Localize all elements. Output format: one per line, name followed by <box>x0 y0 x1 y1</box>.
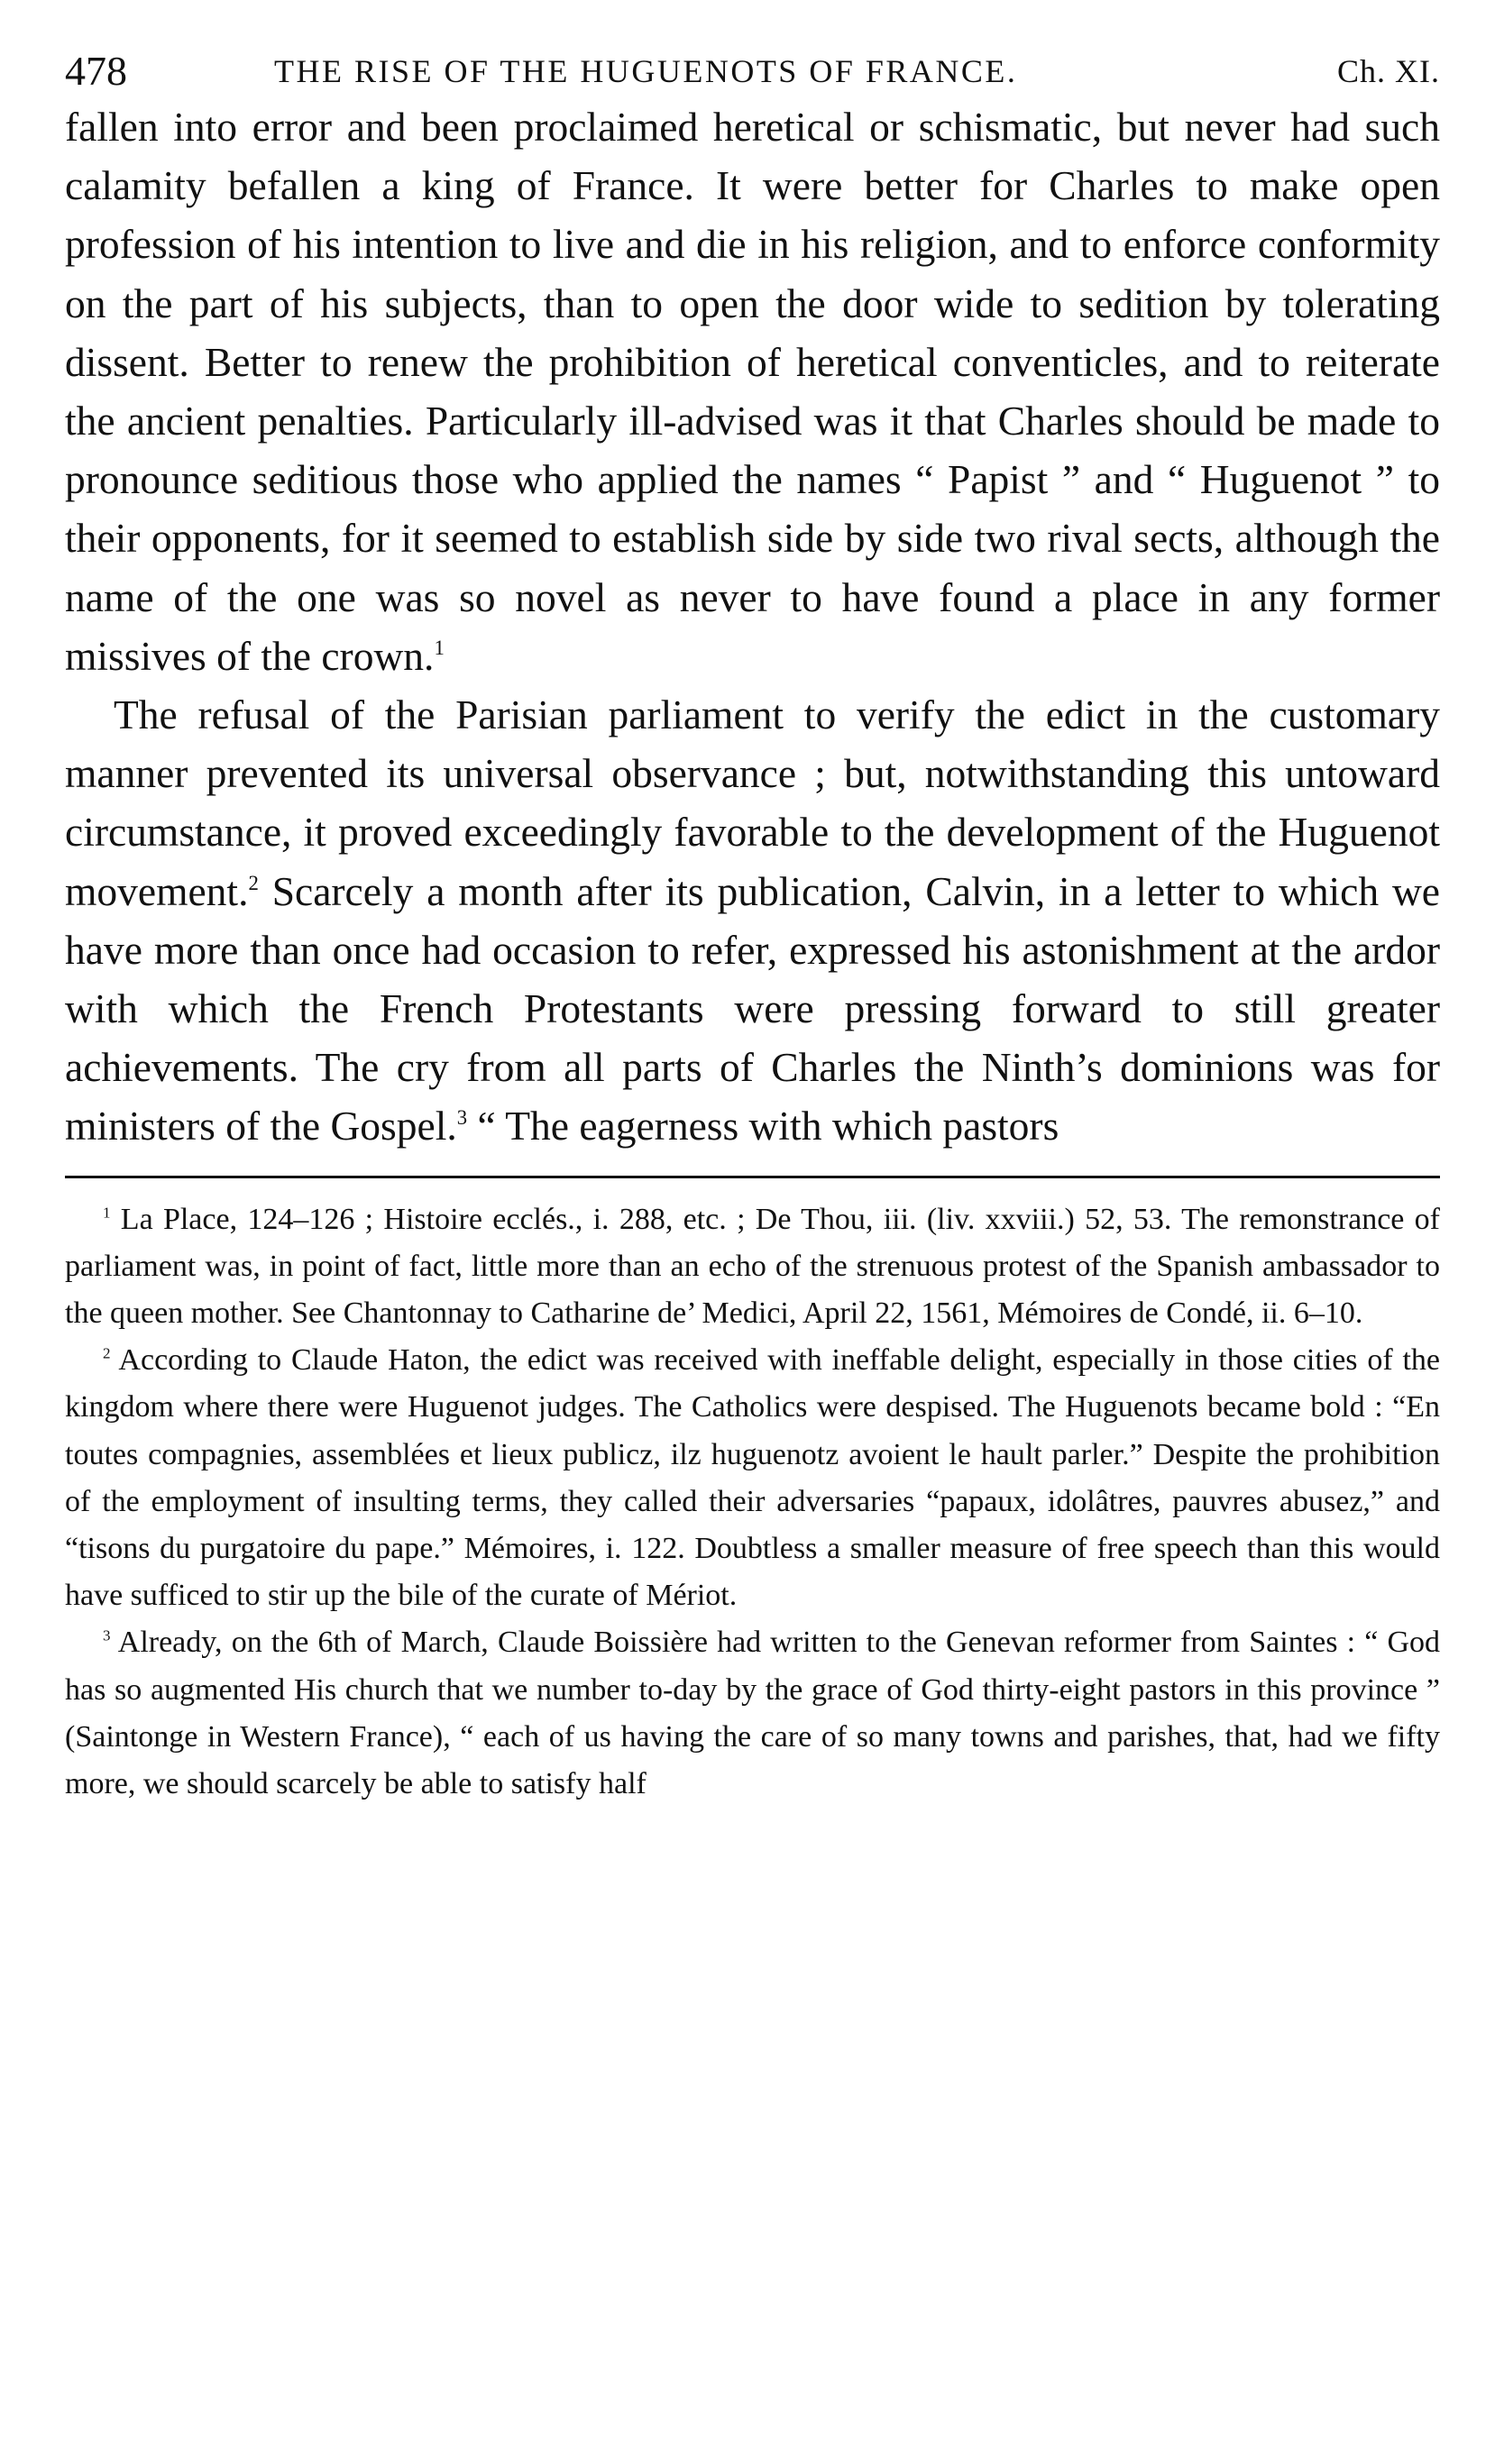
paragraph <box>65 685 1440 1156</box>
footnote <box>65 1619 1440 1808</box>
footnote-reference: 3 <box>456 1106 468 1130</box>
footnote <box>65 1196 1440 1338</box>
paragraph-text: Scarcely a month after its publication, Calvin, in a letter to which we have more than once had occasion to refer, expressed his astonishment at the ardor with which the French Protestants were pressing forward to still greater achievements. The cry from all parts of Charles the Ninth’s dominions was for ministers of the Gospel. <box>65 867 1440 1150</box>
footnote-text: According to Claude Haton, the edict was received with ineffable delight, especially in those cities of the kingdom where there were Huguenot judges. The Catholics were despised. The Huguenots became bold : “En toutes compagnies, assemblées et lieux publicz, ilz huguenotz avoient le hault parler.” Despite the prohibition of the employment of insulting terms, they called their adversaries “papaux, idolâtres, pauvres abusez,” and “tisons du purgatoire du pape.” Mémoires, i. 122. Doubtless a smaller measure of free speech than this would have sufficed to stir up the bile of the curate of Mériot. <box>65 1343 1440 1613</box>
footnote-text: Already, on the 6th of March, Claude Boissière had written to the Genevan reformer from Saintes : “ God has so augmented His church that we number to-day by the grace of God thirty-eight pastors in this province ” (Saintonge in Western France), “ each of us having the care of so many towns and parishes, that, had we fifty more, we should scarcely be able to satisfy half <box>65 1626 1440 1801</box>
running-title: THE RISE OF THE HUGUENOTS OF FRANCE. <box>274 53 1018 89</box>
footnote-text: La Place, 124–126 ; Histoire ecclés., i. 288, etc. ; De Thou, iii. (liv. xxviii.) 52, 53. The remonstrance of parliament was, in point of fact, little more than an echo of the strenuous protest of the Spanish ambassador to the queen mother. See Chantonnay to Catharine de’ Medici, April 22, 1561, Mémoires de Condé, ii. 6–10. <box>65 1202 1440 1331</box>
paragraph-text: “ The eagerness with which pastors <box>467 1103 1059 1150</box>
book-page <box>65 40 1440 1808</box>
footnote-marker: 2 <box>103 1344 111 1362</box>
page-number: 478 <box>65 48 127 94</box>
footnote-divider <box>65 1176 1440 1178</box>
chapter-label: Ch. XI. <box>1337 53 1440 89</box>
paragraph-text: fallen into error and been proclaimed heretical or schismatic, but never had such calamity befallen a king of France. It were better for Charles to make open profession of his intention to live and die in his religion, and to enforce conformity on the part of his subjects, than to open the door wide to sedition by tolerating dissent. Better to renew the prohibition of heretical conventicles, and to reiterate the ancient penalties. Particularly ill-advised was it that Charles should be made to pronounce seditious those who applied the names “ Papist ” and “ Huguenot ” to their opponents, for it seemed to establish side by side two rival sects, although the name of the one was so novel as never to have found a place in any former missives of the crown. <box>65 104 1440 679</box>
paragraph-continued <box>65 97 1440 685</box>
footnotes <box>65 1196 1440 1809</box>
footnote <box>65 1337 1440 1619</box>
footnote-marker: 3 <box>103 1626 111 1644</box>
footnote-reference: 1 <box>434 636 445 659</box>
paragraph-text: The refusal of the Parisian parliament to verify the edict in the customary manner prevented its universal observance ; but, notwithstanding this untoward circumstance, it proved exceedingly favorable to the development of the Huguenot movement. <box>65 692 1440 914</box>
page-header <box>65 40 1440 97</box>
footnote-reference: 2 <box>248 871 259 894</box>
footnote-marker: 1 <box>103 1203 111 1221</box>
main-text <box>65 97 1440 1156</box>
